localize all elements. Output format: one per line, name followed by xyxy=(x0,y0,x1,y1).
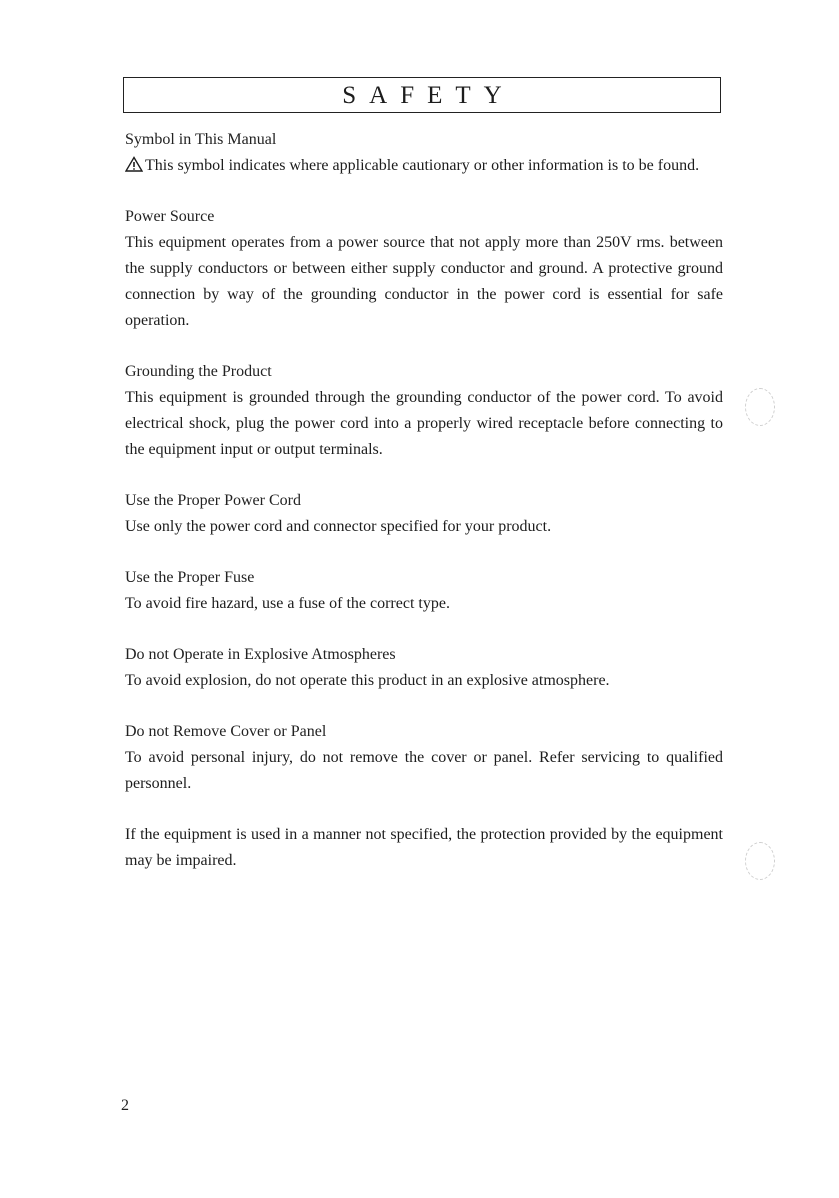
page-number: 2 xyxy=(121,1097,129,1114)
section-body: To avoid explosion, do not operate this product in an explosive atmosphere. xyxy=(125,672,610,689)
section-heading: Do not Operate in Explosive Atmospheres xyxy=(125,646,396,663)
section-protection-note xyxy=(125,822,723,874)
section-heading: Use the Proper Fuse xyxy=(125,569,255,586)
section-heading: Do not Remove Cover or Panel xyxy=(125,723,327,740)
section-explosive-atmospheres xyxy=(125,642,723,694)
section-body: To avoid fire hazard, use a fuse of the correct type. xyxy=(125,595,450,612)
section-power-source xyxy=(125,204,723,334)
section-heading: Power Source xyxy=(125,208,215,225)
warning-triangle-icon xyxy=(125,156,143,172)
section-body: To avoid personal injury, do not remove the cover or panel. Refer servicing to qualified personnel. xyxy=(125,749,723,792)
page-title: SAFETY xyxy=(342,82,515,109)
punch-hole-mark xyxy=(745,842,775,880)
section-grounding xyxy=(125,359,723,463)
punch-hole-mark xyxy=(745,388,775,426)
section-fuse xyxy=(125,565,723,617)
section-body xyxy=(125,153,723,179)
safety-content xyxy=(125,127,723,899)
section-remove-cover xyxy=(125,719,723,797)
section-heading: Symbol in This Manual xyxy=(125,131,277,148)
section-power-cord xyxy=(125,488,723,540)
section-body-text: This symbol indicates where applicable cautionary or other information is to be found. xyxy=(145,157,700,174)
section-heading: Grounding the Product xyxy=(125,363,272,380)
title-box xyxy=(123,77,721,113)
section-symbol-in-manual xyxy=(125,127,723,179)
section-body: If the equipment is used in a manner not specified, the protection provided by the equipment may be impaired. xyxy=(125,826,723,869)
section-heading: Use the Proper Power Cord xyxy=(125,492,301,509)
section-body: Use only the power cord and connector specified for your product. xyxy=(125,518,552,535)
section-body: This equipment is grounded through the grounding conductor of the power cord. To avoid electrical shock, plug the power cord into a properly wired receptacle before connecting to the equipment input or output terminals. xyxy=(125,389,723,458)
section-body: This equipment operates from a power source that not apply more than 250V rms. between the supply conductors or between either supply conductor and ground. A protective ground connection by way of the grounding conductor in the power cord is essential for safe operation. xyxy=(125,234,723,329)
